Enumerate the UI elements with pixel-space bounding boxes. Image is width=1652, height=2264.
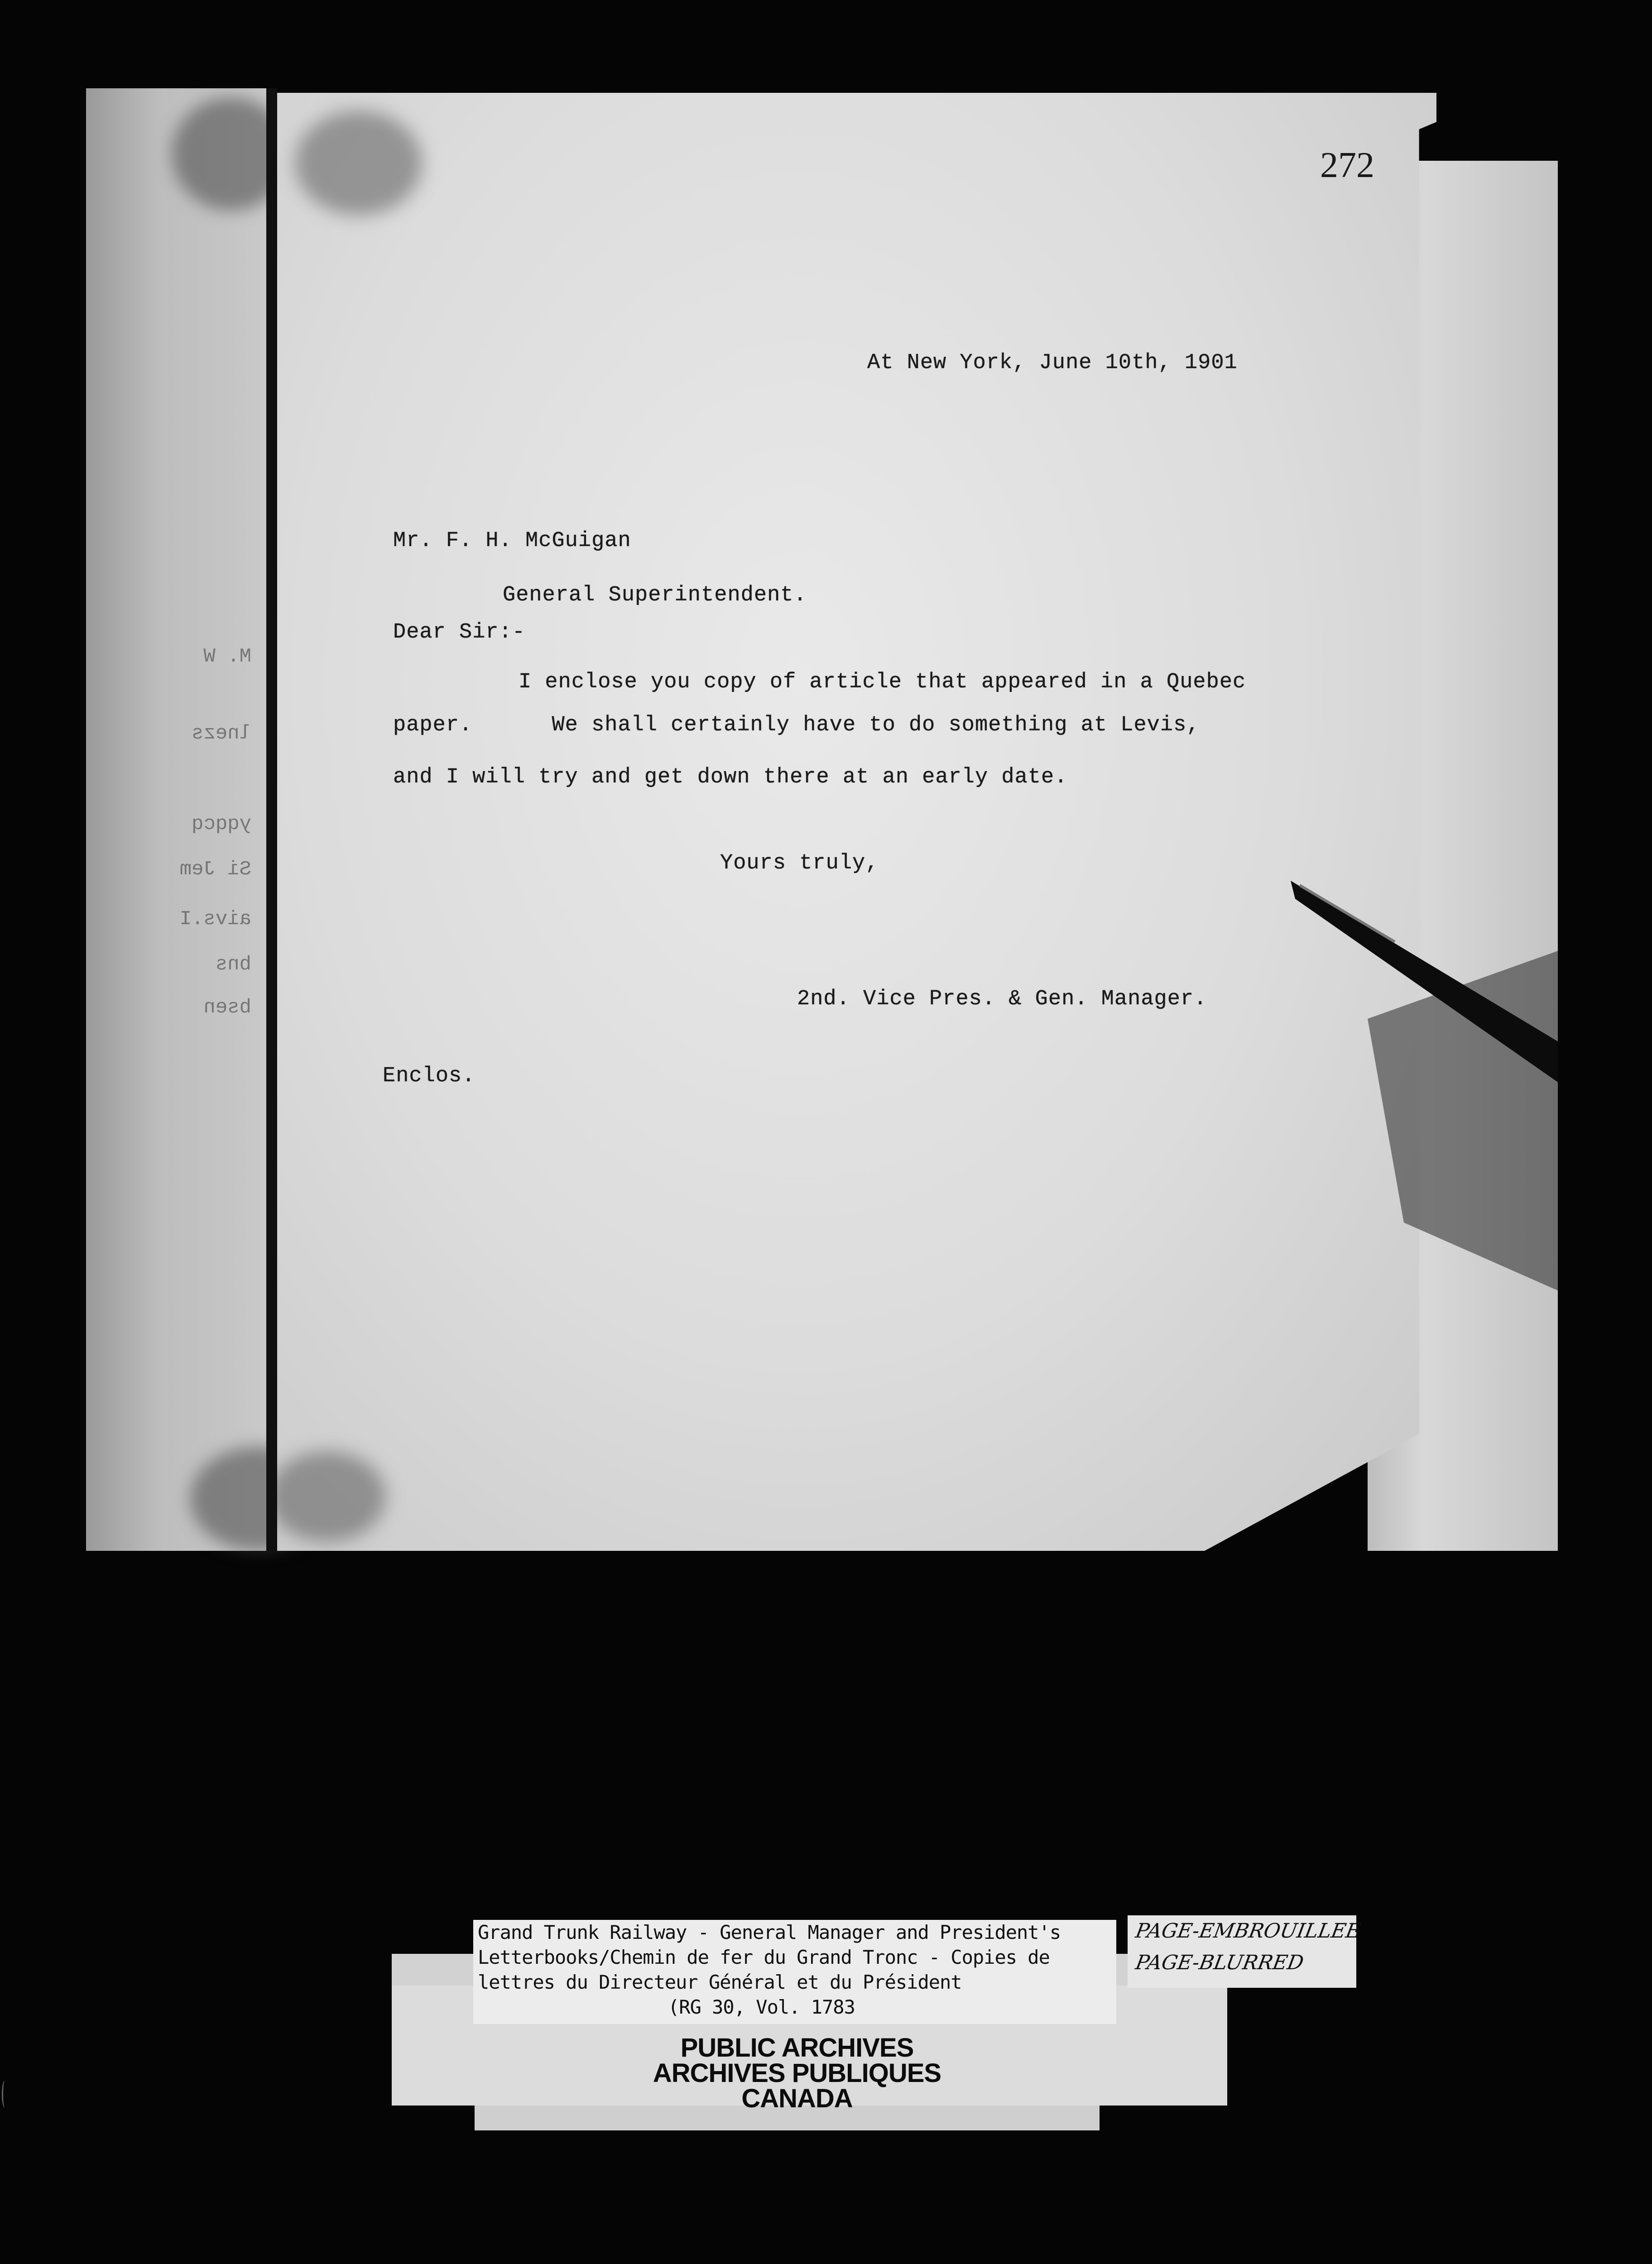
letter-page (277, 93, 1436, 1551)
archives-line: PUBLIC ARCHIVES (680, 2033, 914, 2063)
signature-title: 2nd. Vice Pres. & Gen. Manager. (797, 987, 1207, 1011)
recipient-name: Mr. F. H. McGuigan (393, 529, 631, 553)
bleed-through-text: bns (215, 953, 251, 976)
bleed-through-text: aivs.I (179, 908, 251, 931)
catalog-line: Grand Trunk Railway - General Manager and President's (478, 1921, 1061, 1943)
smudge (268, 1451, 386, 1542)
salutation: Dear Sir:- (393, 620, 526, 644)
catalog-line: (RG 30, Vol. 1783 (668, 1996, 855, 2018)
edge-mark (2, 2081, 8, 2108)
body-line: and I will try and get down there at an early date. (393, 765, 1068, 789)
adjacent-page-strip (86, 88, 267, 1551)
body-line: paper. We shall certainly have to do something at Levis, (393, 713, 1200, 737)
enclosure-note: Enclos. (383, 1064, 475, 1088)
page-number: 272 (1320, 145, 1374, 185)
archives-stamp (589, 2035, 1005, 2111)
catalog-label (473, 1920, 1116, 2024)
catalog-line: Letterbooks/Chemin de fer du Grand Tronc - Copies de (478, 1946, 1050, 1968)
bleed-through-text: bsen (203, 996, 251, 1019)
book-gutter (266, 88, 277, 1551)
recipient-title: General Superintendent. (503, 583, 807, 607)
note-line: PAGE-BLURRED (1133, 1951, 1306, 1974)
bleed-through-text: M. W (203, 645, 251, 668)
bleed-through-text: lnezs (191, 722, 251, 745)
body-line: I enclose you copy of article that appeared in a Quebec (519, 670, 1246, 694)
archives-line: ARCHIVES PUBLIQUES (653, 2058, 941, 2088)
bleed-through-text: yqqcq (191, 813, 251, 835)
closing: Yours truly, (720, 851, 879, 875)
catalog-line: lettres du Directeur Général et du Président (478, 1971, 962, 1993)
dateline: At New York, June 10th, 1901 (867, 351, 1238, 375)
handwritten-note (1128, 1915, 1363, 1988)
note-line: PAGE-EMBROUILLEE (1133, 1919, 1363, 1943)
archives-line: CANADA (741, 2084, 853, 2113)
bleed-through-text: Si Jem (179, 858, 251, 881)
smudge (295, 111, 422, 215)
